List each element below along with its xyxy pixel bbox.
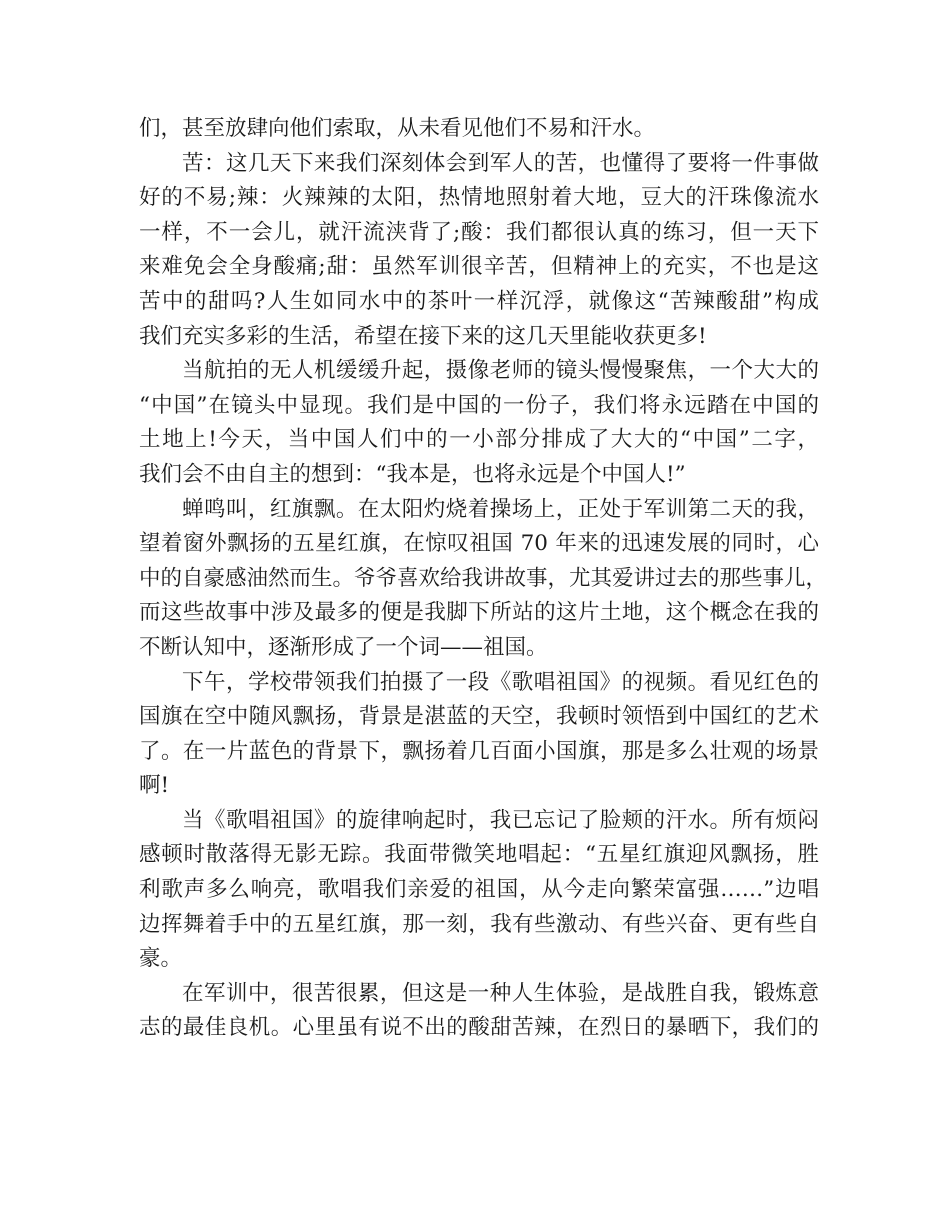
paragraph-first-line: 下午，学校带领我们拍摄了一段《歌唱祖国》的视频。看见红色的: [182, 669, 819, 695]
paragraph-first-line: 当《歌唱祖国》的旋律响起时，我已忘记了脸颊的汗水。所有烦闷: [182, 807, 819, 833]
text-line: 边挥舞着手中的五星红旗，那一刻，我有些激动、有些兴奋、更有些自: [139, 911, 819, 937]
text-line: 感顿时散落得无影无踪。我面带微笑地唱起：“五星红旗迎风飘扬，胜: [139, 842, 819, 868]
paragraph-first-line: 在军训中，很苦很累，但这是一种人生体验，是战胜自我，锻炼意: [182, 980, 819, 1006]
text-line: 苦中的甜吗?人生如同水中的茶叶一样沉浮，就像这“苦辣酸甜”构成: [139, 288, 819, 314]
paragraph-first-line: 苦：这几天下来我们深刻体会到军人的苦，也懂得了要将一件事做: [182, 150, 819, 176]
text-line: 豪。: [139, 946, 183, 972]
paragraph-first-line: 当航拍的无人机缓缓升起，摄像老师的镜头慢慢聚焦，一个大大的: [182, 358, 819, 384]
text-line: 了。在一片蓝色的背景下，飘扬着几百面小国旗，那是多么壮观的场景: [139, 738, 819, 764]
text-line: 志的最佳良机。心里虽有说不出的酸甜苦辣，在烈日的暴晒下，我们的: [139, 1015, 819, 1041]
text-line: 中的自豪感油然而生。爷爷喜欢给我讲故事，尤其爱讲过去的那些事儿，: [139, 565, 828, 591]
text-line: 我们会不由自主的想到：“我本是，也将永远是个中国人!”: [139, 461, 686, 487]
text-line: 不断认知中，逐渐形成了一个词——祖国。: [139, 634, 548, 660]
text-line: 望着窗外飘扬的五星红旗，在惊叹祖国 70 年来的迅速发展的同时，心: [139, 531, 819, 557]
text-line: 一样，不一会儿，就汗流浃背了;酸：我们都很认真的练习，但一天下: [139, 219, 819, 245]
text-line: 啊!: [139, 773, 170, 799]
paragraph-first-line: 蝉鸣叫，红旗飘。在太阳灼烧着操场上，正处于军训第二天的我，: [182, 496, 819, 522]
text-line: 来难免会全身酸痛;甜：虽然军训很辛苦，但精神上的充实，不也是这: [139, 254, 819, 280]
text-line: 利歌声多么响亮，歌唱我们亲爱的祖国，从今走向繁荣富强……”边唱: [139, 877, 819, 903]
text-line: 我们充实多彩的生活，希望在接下来的这几天里能收获更多!: [139, 323, 707, 349]
text-line: 们，甚至放肆向他们索取，从未看见他们不易和汗水。: [139, 116, 656, 141]
text-line: “中国”在镜头中显现。我们是中国的一份子，我们将永远踏在中国的: [139, 392, 819, 418]
text-line: 而这些故事中涉及最多的便是我脚下所站的这片土地，这个概念在我的: [139, 600, 819, 626]
text-line: 土地上!今天，当中国人们中的一小部分排成了大大的“中国”二字，: [139, 427, 819, 453]
text-line: 好的不易;辣：火辣辣的太阳，热情地照射着大地，豆大的汗珠像流水: [139, 185, 819, 211]
document-body: [139, 112, 828, 1046]
text-line: 国旗在空中随风飘扬，背景是湛蓝的天空，我顿时领悟到中国红的艺术: [139, 704, 819, 730]
